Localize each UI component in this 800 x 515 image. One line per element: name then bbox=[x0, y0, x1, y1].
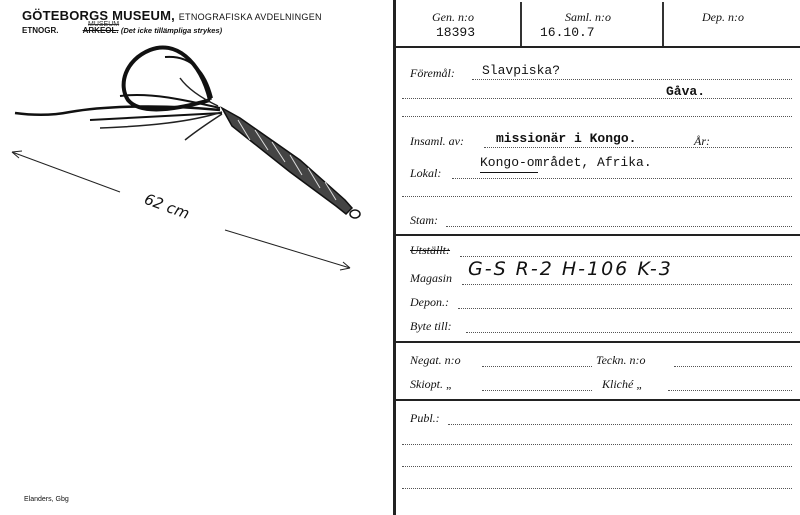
dep-label: Dep. n:o bbox=[702, 10, 744, 24]
section-rule-2 bbox=[395, 341, 800, 343]
foremal-line bbox=[472, 79, 792, 80]
publ-line-4 bbox=[402, 488, 792, 489]
saml-label: Saml. n:o bbox=[565, 10, 611, 24]
publ-line-3 bbox=[402, 466, 792, 467]
stam-line bbox=[446, 226, 792, 227]
section-rule-1 bbox=[395, 234, 800, 236]
foremal-label: Föremål: bbox=[410, 66, 455, 80]
dimension-label: 62 cm bbox=[141, 190, 192, 223]
museum-name: GÖTEBORGS MUSEUM, bbox=[22, 8, 175, 23]
foremal-value: Slavpiska? bbox=[482, 63, 561, 78]
whip-illustration bbox=[0, 40, 380, 280]
gen-label: Gen. n:o bbox=[432, 10, 474, 24]
skiopt-line bbox=[482, 390, 592, 391]
category-arkeol: ARKEOL. bbox=[82, 26, 119, 35]
depon-line bbox=[458, 308, 792, 309]
negat-line bbox=[482, 366, 592, 367]
lokal-line bbox=[452, 178, 792, 179]
negat-label: Negat. n:o bbox=[410, 353, 461, 367]
lokal-label: Lokal: bbox=[410, 166, 442, 180]
foremal-line-3 bbox=[402, 116, 792, 117]
measure-line-left bbox=[12, 152, 120, 192]
publ-line-1 bbox=[448, 424, 792, 425]
measure-arrow-left bbox=[12, 151, 22, 158]
byte-line bbox=[466, 332, 792, 333]
foremal-line-2 bbox=[402, 98, 792, 99]
card-left-border bbox=[393, 0, 396, 515]
gava-value: Gåva. bbox=[666, 84, 706, 99]
byte-label: Byte till: bbox=[410, 319, 452, 333]
whip-loop-inner bbox=[165, 57, 212, 98]
whip-lash-6 bbox=[185, 114, 222, 140]
printer-mark: Elanders, Gbg bbox=[24, 496, 69, 503]
department-name: ETNOGRAFISKA AVDELNINGEN bbox=[178, 12, 322, 22]
depon-label: Depon.: bbox=[410, 295, 449, 309]
kliche-line bbox=[668, 390, 792, 391]
whip-lash-1 bbox=[15, 106, 220, 114]
saml-value: 16.10.7 bbox=[540, 25, 595, 40]
gen-value: 18393 bbox=[436, 25, 476, 40]
lokal-value: Kongo-området, Afrika. bbox=[480, 155, 652, 170]
insaml-value: missionär i Kongo. bbox=[496, 131, 637, 146]
teckn-label: Teckn. n:o bbox=[596, 353, 646, 367]
lokal-underline bbox=[480, 172, 538, 173]
category-etnogr: ETNOGR. bbox=[22, 26, 59, 35]
section-rule-3 bbox=[395, 399, 800, 401]
insaml-label: Insaml. av: bbox=[410, 134, 464, 148]
kliche-label: Kliché „ bbox=[602, 377, 643, 391]
header-divider-1 bbox=[520, 2, 522, 46]
magasin-label: Magasin bbox=[410, 271, 452, 285]
magasin-line bbox=[462, 284, 792, 285]
lokal-line-2 bbox=[402, 196, 792, 197]
header-divider-2 bbox=[662, 2, 664, 46]
header-rule bbox=[395, 46, 800, 48]
ar-label: År: bbox=[694, 134, 710, 148]
insaml-line bbox=[484, 147, 792, 148]
whip-handle bbox=[222, 108, 352, 214]
utstallt-label: Utställt: bbox=[410, 243, 451, 257]
utstallt-line bbox=[460, 256, 792, 257]
measure-line-right bbox=[225, 230, 350, 268]
instruction-note: (Det icke tillämpliga strykes) bbox=[120, 26, 223, 35]
teckn-line bbox=[674, 366, 792, 367]
publ-line-2 bbox=[402, 444, 792, 445]
museum-header bbox=[22, 8, 322, 23]
whip-handle-end bbox=[350, 210, 360, 218]
category-row bbox=[22, 26, 222, 35]
publ-label: Publ.: bbox=[410, 411, 440, 425]
category-stamp: MUSEUM bbox=[88, 21, 120, 28]
magasin-value: G-S R-2 H-106 K-3 bbox=[468, 258, 673, 280]
skiopt-label: Skiopt. „ bbox=[410, 377, 453, 391]
stam-label: Stam: bbox=[410, 213, 438, 227]
